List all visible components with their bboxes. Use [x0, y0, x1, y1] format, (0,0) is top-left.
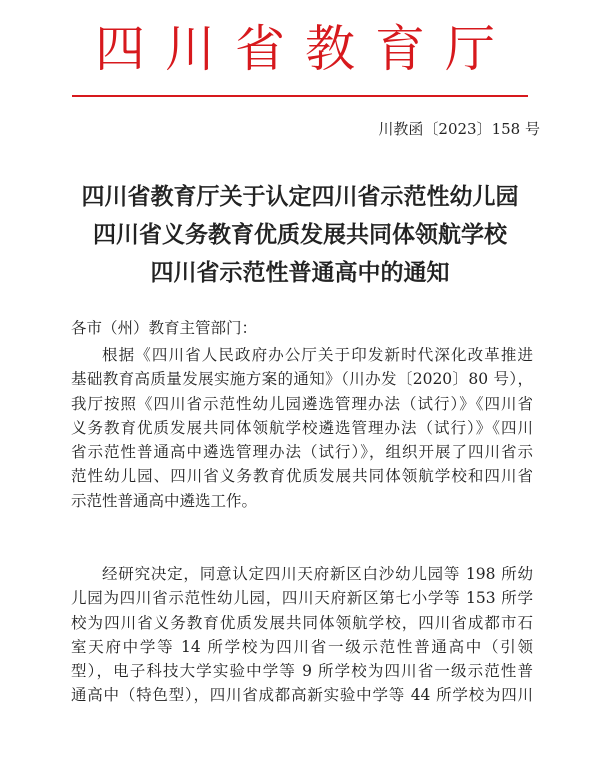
paragraph-line: 根据《四川省人民政府办公厅关于印发新时代深化改革推进 [102, 346, 533, 364]
paragraph-line: 范性幼儿园、四川省义务教育优质发展共同体领航学校和四川省 [71, 467, 533, 486]
salutation: 各市（州）教育主管部门： [71, 319, 258, 337]
paragraph-line: 义务教育优质发展共同体领航学校遴选管理办法（试行）》《四川 [71, 418, 533, 437]
paragraph-line: 通高中（特色型），四川省成都高新实验中学等 44 所学校为四川 [71, 686, 533, 705]
paragraph-line: 经研究决定，同意认定四川天府新区白沙幼儿园等 198 所幼 [102, 565, 533, 583]
paragraph-line: 示范性普通高中遴选工作。 [71, 491, 258, 510]
paragraph-line: 儿园为四川省示范性幼儿园，四川天府新区第七小学等 153 所学 [71, 589, 533, 608]
paragraph-line: 型），电子科技大学实验中学等 9 所学校为四川省一级示范性普 [71, 662, 533, 681]
document-number: 川教函〔2023〕158 号 [378, 120, 540, 138]
letterhead-title: 四川省教育厅 [95, 20, 515, 78]
document-title-line: 四川省教育厅关于认定四川省示范性幼儿园 [81, 184, 519, 210]
paragraph-line: 基础教育高质量发展实施方案的通知》（川办发〔2020〕80 号）， [71, 370, 533, 389]
paragraph-2 [71, 562, 533, 708]
document-title-line: 四川省示范性普通高中的通知 [150, 260, 450, 286]
paragraph-line: 校为四川省义务教育优质发展共同体领航学校，四川省成都市石 [71, 613, 533, 632]
letterhead-divider [72, 95, 528, 97]
paragraph-1 [71, 343, 533, 513]
document-title [0, 178, 600, 292]
paragraph-line: 省示范性普通高中遴选管理办法（试行）》，组织开展了四川省示 [71, 443, 533, 462]
paragraph-line: 室天府中学等 14 所学校为四川省一级示范性普通高中（引领 [71, 637, 533, 656]
paragraph-line: 我厅按照《四川省示范性幼儿园遴选管理办法（试行）》《四川省 [71, 394, 533, 413]
document-title-line: 四川省义务教育优质发展共同体领航学校 [93, 222, 507, 248]
